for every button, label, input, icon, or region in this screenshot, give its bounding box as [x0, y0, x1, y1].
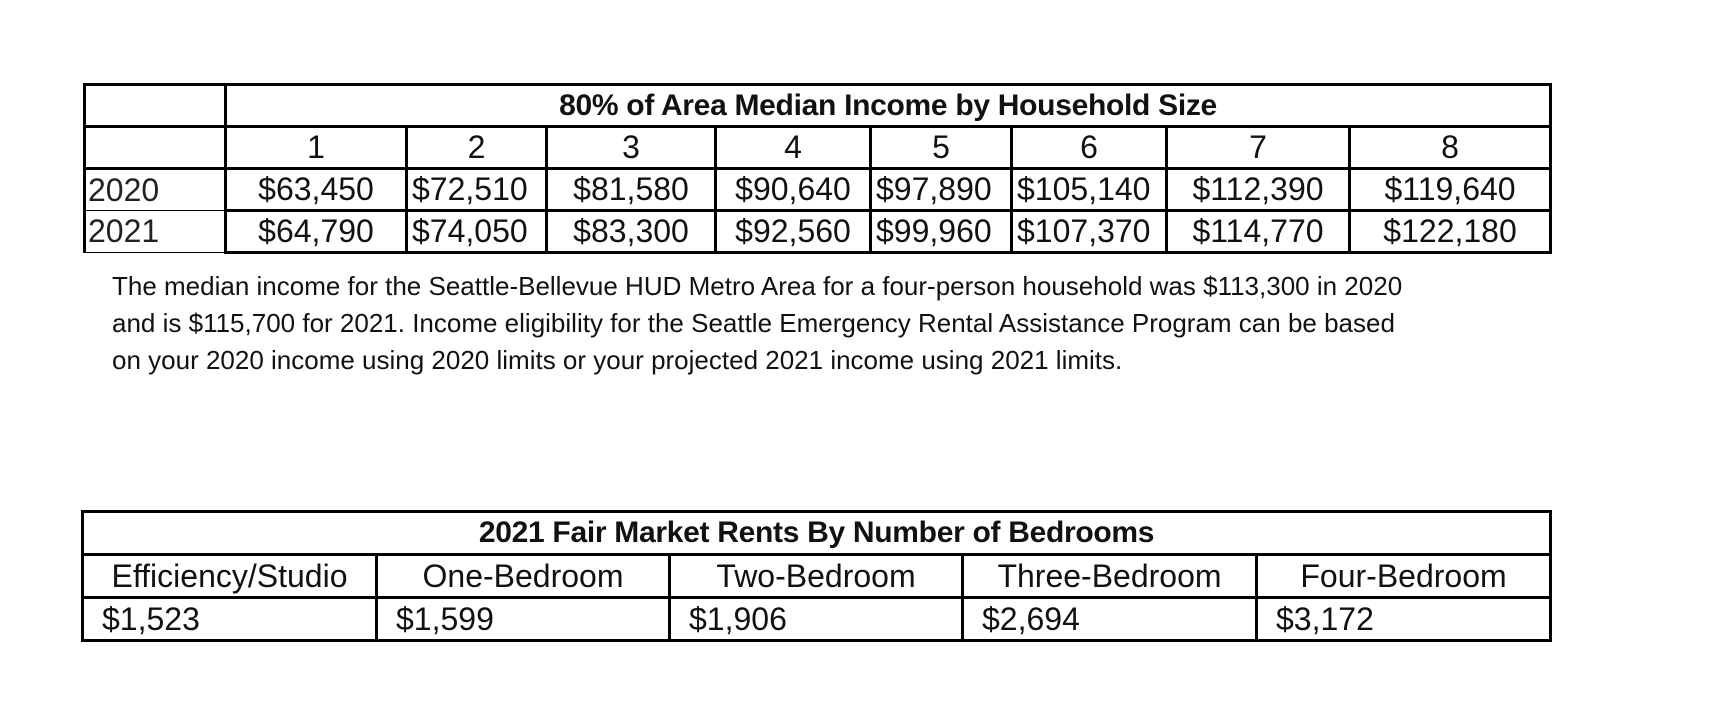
income-cell: $114,770	[1167, 211, 1350, 253]
household-size-header: 3	[547, 127, 716, 169]
income-cell: $97,890	[871, 169, 1012, 211]
income-cell: $122,180	[1350, 211, 1551, 253]
median-income-note	[112, 268, 1572, 379]
household-size-header: 5	[871, 127, 1012, 169]
household-size-header: 4	[716, 127, 871, 169]
rent-value-cell: $2,694	[963, 598, 1257, 641]
income-cell: $74,050	[407, 211, 547, 253]
income-limits-table	[83, 83, 1552, 254]
rent-table-title: 2021 Fair Market Rents By Number of Bedrooms	[83, 512, 1551, 555]
year-label: 2020	[85, 169, 226, 211]
household-size-header: 1	[226, 127, 407, 169]
bedroom-type-header: Efficiency/Studio	[83, 555, 377, 598]
household-size-header: 6	[1012, 127, 1167, 169]
household-size-row	[85, 127, 1551, 169]
table-row	[85, 169, 1551, 211]
income-cell: $119,640	[1350, 169, 1551, 211]
note-line: on your 2020 income using 2020 limits or your projected 2021 income using 2021 limits.	[112, 345, 1123, 375]
year-label: 2021	[85, 211, 226, 253]
household-size-header: 2	[407, 127, 547, 169]
table-row	[83, 598, 1551, 641]
household-size-header: 7	[1167, 127, 1350, 169]
income-cell: $99,960	[871, 211, 1012, 253]
income-cell: $64,790	[226, 211, 407, 253]
income-cell: $63,450	[226, 169, 407, 211]
income-title-row	[85, 85, 1551, 127]
fair-market-rents-table	[81, 510, 1552, 642]
rent-value-cell: $3,172	[1257, 598, 1551, 641]
bedroom-type-header: Three-Bedroom	[963, 555, 1257, 598]
income-cell: $107,370	[1012, 211, 1167, 253]
income-cell: $83,300	[547, 211, 716, 253]
rent-value-cell: $1,906	[670, 598, 963, 641]
corner-cell	[85, 127, 226, 169]
income-cell: $81,580	[547, 169, 716, 211]
table-row	[85, 211, 1551, 253]
note-line: The median income for the Seattle-Bellevue HUD Metro Area for a four-person household was $113,300 in 2020	[112, 271, 1403, 301]
rent-title-row	[83, 512, 1551, 555]
rent-value-cell: $1,599	[377, 598, 670, 641]
income-cell: $90,640	[716, 169, 871, 211]
household-size-header: 8	[1350, 127, 1551, 169]
note-line: and is $115,700 for 2021. Income eligibility for the Seattle Emergency Rental Assistance Program can be based	[112, 308, 1395, 338]
bedroom-type-header: One-Bedroom	[377, 555, 670, 598]
income-cell: $92,560	[716, 211, 871, 253]
bedroom-type-header: Two-Bedroom	[670, 555, 963, 598]
bedroom-type-header: Four-Bedroom	[1257, 555, 1551, 598]
income-cell: $72,510	[407, 169, 547, 211]
income-cell: $112,390	[1167, 169, 1350, 211]
corner-cell	[85, 85, 226, 127]
bedroom-header-row	[83, 555, 1551, 598]
rent-value-cell: $1,523	[83, 598, 377, 641]
income-cell: $105,140	[1012, 169, 1167, 211]
income-table-title: 80% of Area Median Income by Household Size	[226, 85, 1551, 127]
